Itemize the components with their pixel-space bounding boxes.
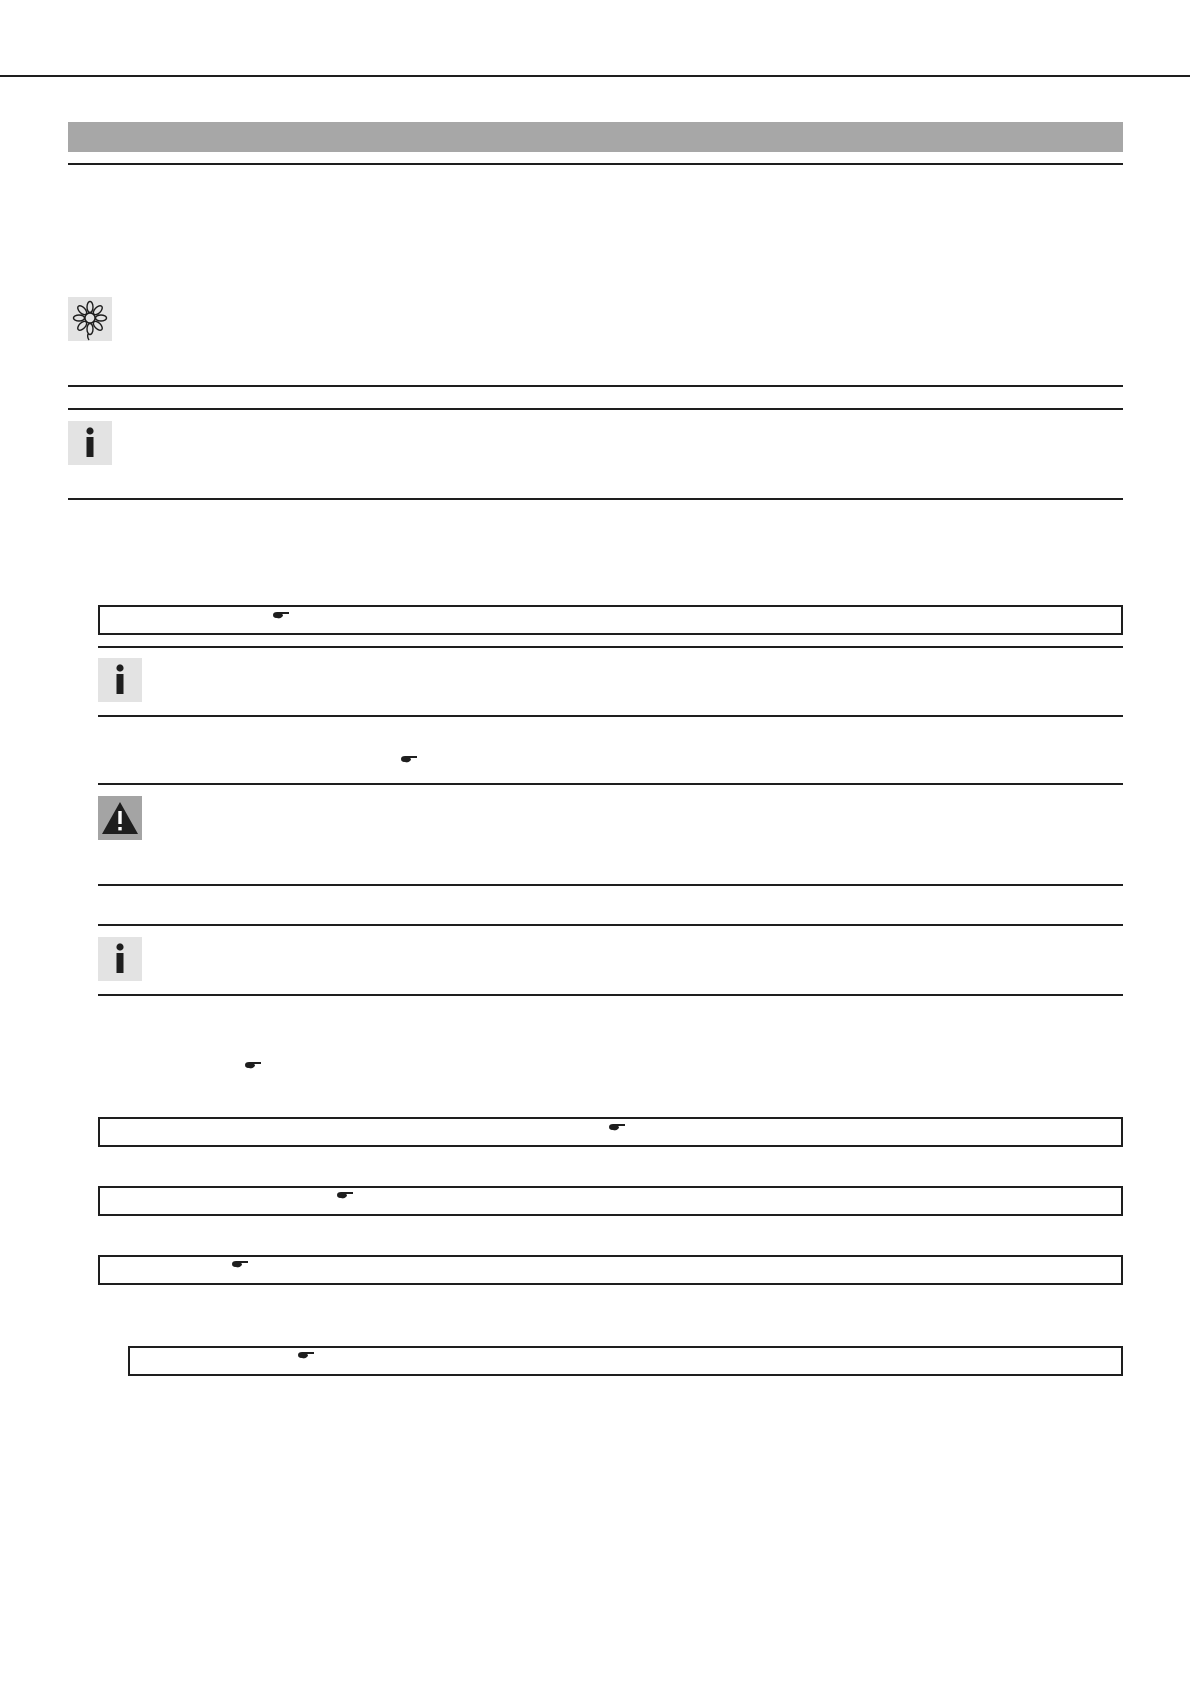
rule-after-info-1 bbox=[68, 498, 1123, 500]
rule-after-info-2 bbox=[98, 715, 1123, 717]
pointing-hand-icon bbox=[297, 1350, 315, 1360]
rule-after-eco bbox=[68, 385, 1123, 387]
reference-box bbox=[98, 1186, 1123, 1216]
pointing-hand-icon bbox=[336, 1190, 354, 1200]
rule-after-info-3 bbox=[98, 994, 1123, 996]
rule-before-info-3 bbox=[98, 924, 1123, 926]
rule-before-warning bbox=[98, 783, 1123, 785]
rule-before-info-2 bbox=[98, 646, 1123, 648]
pointing-hand-icon bbox=[244, 1060, 262, 1070]
rule-before-info-1 bbox=[68, 408, 1123, 410]
top-rule bbox=[0, 75, 1190, 77]
flower-icon bbox=[68, 297, 112, 341]
info-icon bbox=[98, 658, 142, 702]
info-icon bbox=[68, 421, 112, 465]
warning-triangle-icon bbox=[98, 796, 142, 840]
rule-after-warning bbox=[98, 884, 1123, 886]
reference-box bbox=[98, 1255, 1123, 1285]
pointing-hand-icon bbox=[231, 1259, 249, 1269]
reference-box bbox=[128, 1346, 1123, 1376]
section-header-underline bbox=[68, 163, 1123, 165]
pointing-hand-icon bbox=[608, 1122, 626, 1132]
section-header-bar bbox=[68, 122, 1123, 152]
pointing-hand-icon bbox=[272, 610, 290, 620]
pointing-hand-icon bbox=[400, 754, 418, 764]
reference-box bbox=[98, 605, 1123, 635]
info-icon bbox=[98, 937, 142, 981]
